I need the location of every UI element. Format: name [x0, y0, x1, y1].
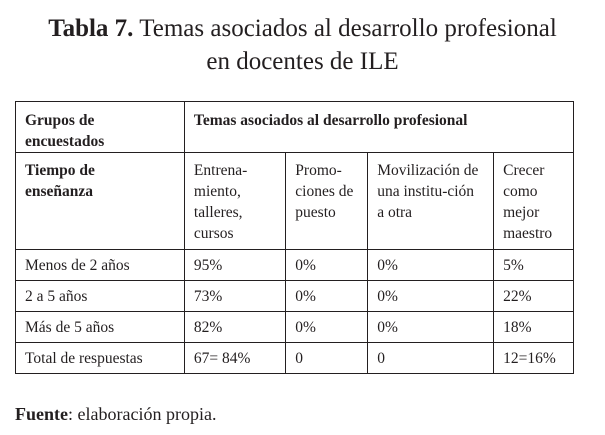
row-label-cell: Menos de 2 años	[16, 250, 185, 281]
subheader-col-1: Entrena-miento, talleres, cursos	[184, 153, 285, 250]
value-cell: 0%	[368, 250, 494, 281]
value-cell: 82%	[184, 312, 285, 343]
header-row	[16, 102, 574, 153]
caption-title-line-2: en docentes de ILE	[206, 48, 399, 75]
caption-line-1	[0, 12, 605, 45]
subheader-col-2: Promo-ciones de puesto	[286, 153, 368, 250]
row-label-cell: Total de respuestas	[16, 343, 185, 374]
header-topics-cell	[184, 102, 573, 153]
header-group-text: Grupos de encuestados	[25, 112, 105, 150]
value-cell: 73%	[184, 281, 285, 312]
table-caption	[0, 12, 605, 78]
row-label-cell: 2 a 5 años	[16, 281, 185, 312]
source-text: : elaboración propia.	[68, 404, 217, 424]
subheader-row-label-cell	[16, 153, 185, 250]
table-row-total	[16, 343, 574, 374]
table-row	[16, 250, 574, 281]
table-row	[16, 281, 574, 312]
source-note	[15, 404, 216, 425]
caption-title-line-1: Temas asociados al desarrollo profesional	[139, 15, 557, 42]
header-group-cell	[16, 102, 185, 153]
value-cell: 0%	[286, 312, 368, 343]
row-label-cell: Más de 5 años	[16, 312, 185, 343]
value-cell: 67= 84%	[184, 343, 285, 374]
value-cell: 18%	[494, 312, 574, 343]
value-cell: 0%	[286, 250, 368, 281]
value-cell: 0%	[286, 281, 368, 312]
value-cell: 0%	[368, 312, 494, 343]
source-label: Fuente	[15, 404, 68, 424]
value-cell: 22%	[494, 281, 574, 312]
data-table	[15, 101, 574, 374]
header-topics-text: Temas asociados al desarrollo profesional	[193, 112, 468, 129]
subheader-row-label: Tiempo de enseñanza	[25, 162, 95, 200]
table-row	[16, 312, 574, 343]
subheader-col-3: Movilización de una institu-ción a otra	[368, 153, 494, 250]
value-cell: 95%	[184, 250, 285, 281]
subheader-col-4: Crecer como mejor maestro	[494, 153, 574, 250]
value-cell: 0	[286, 343, 368, 374]
value-cell: 0%	[368, 281, 494, 312]
value-cell: 5%	[494, 250, 574, 281]
value-cell: 12=16%	[494, 343, 574, 374]
subheader-row	[16, 153, 574, 250]
caption-label: Tabla 7.	[48, 15, 134, 42]
value-cell: 0	[368, 343, 494, 374]
